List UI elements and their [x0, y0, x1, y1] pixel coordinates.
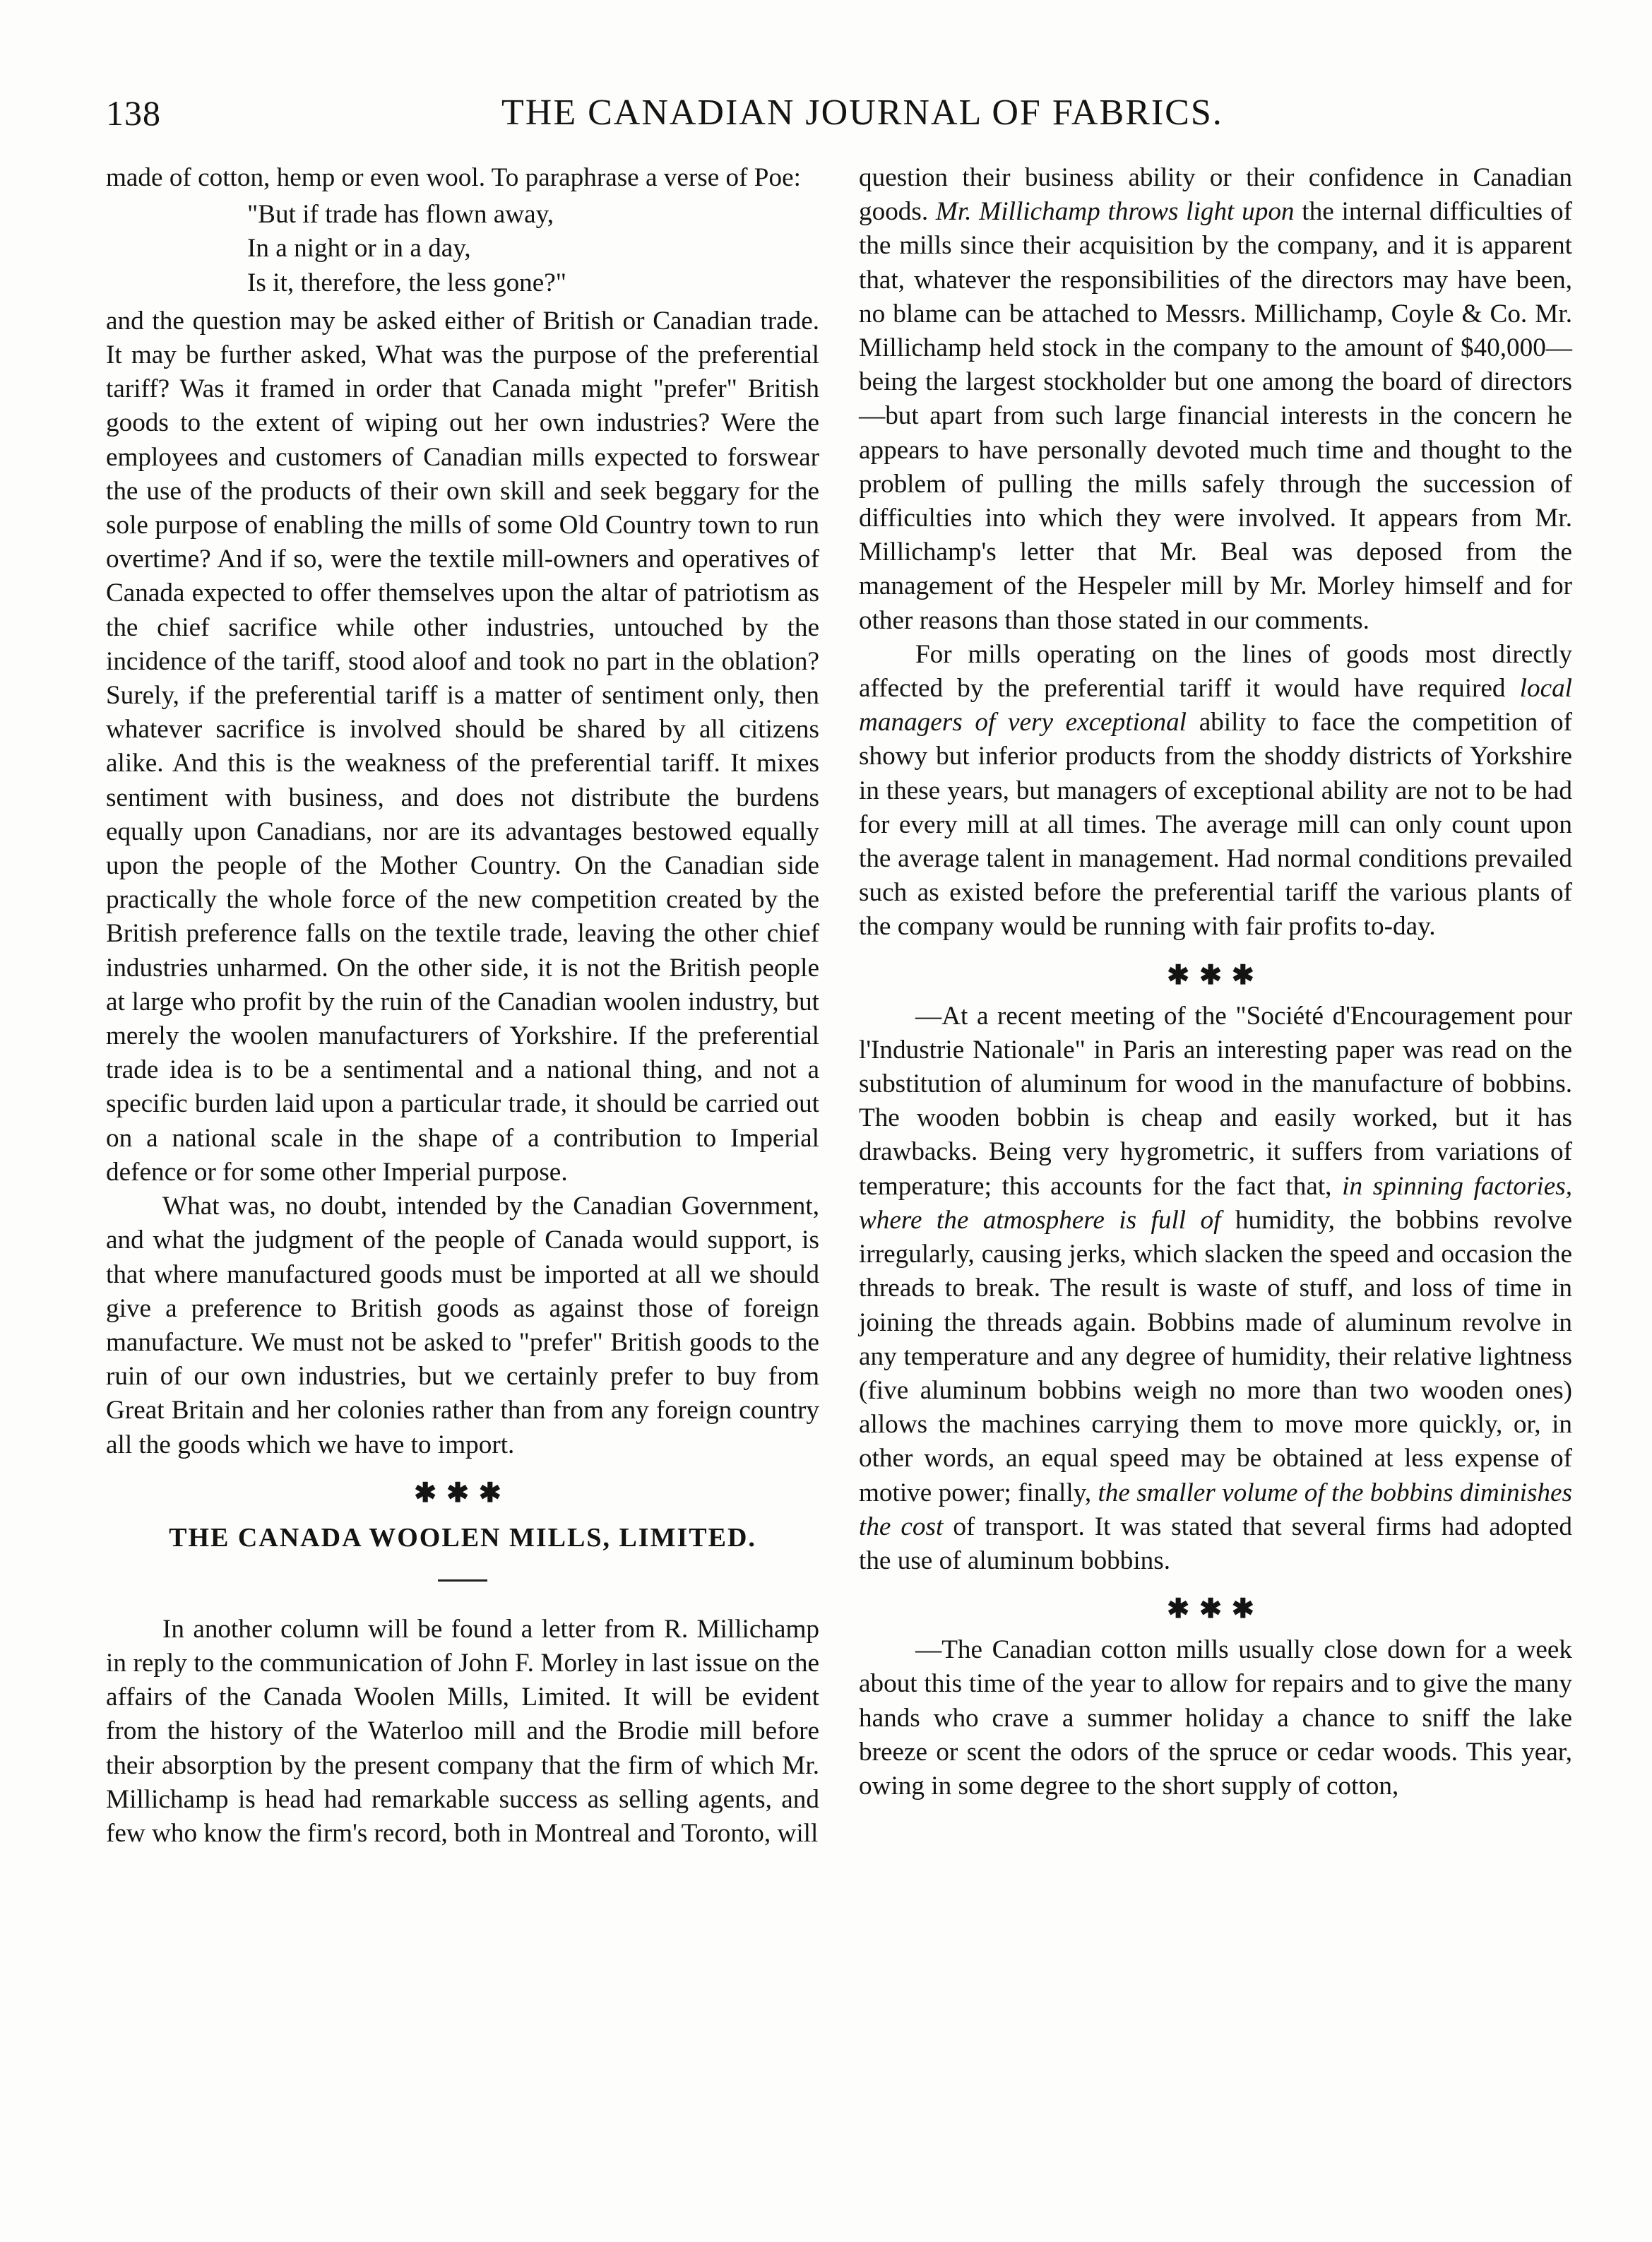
paragraph-mill-managers — [859, 638, 1572, 944]
italic-run: Mr. Millichamp throws light upon — [935, 197, 1295, 227]
poe-verse-quote: "But if trade has flown away, In a night or in a day, Is it, therefore, the less gone?" — [247, 200, 566, 297]
paragraph-preferential-tariff: and the question may be asked either of British or Canadian trade. It may be further asked, What was the purpose of the preferential tariff? Was it framed in order that Canada might "prefer" British goods to the extent of wiping out her own industries? Were the employees and customers of Canadian mills expected to forswear the use of the products of their own skill and seek beggary for the sole purpose of enabling the mills of some Old Country town to run overtime? And if so, were the textile mill-owners and operatives of Canada expected to offer themselves upon the altar of patriotism as the chief sacrifice while other industries, untouched by the incidence of the tariff, stood aloof and took no part in the oblation? Surely, if the preferential tariff is a matter of sentiment only, then whatever sacrifice is involved should be shared by all citizens alike. And this is the weakness of the preferential tariff. It mixes sentiment with business, and does not distribute the burdens equally upon Canadians, nor are its advantages bestowed equally upon the people of the Mother Country. On the Canadian side practically the whole force of the new competition created by the British preference falls on the textile trade, leaving the other chief industries unharmed. On the other side, it is not the British people at large who profit by the ruin of the Canadian woolen industry, but merely the woolen manufacturers of Yorkshire. If the preferential trade idea is to be a sentimental and a national thing, and not a specific burden laid upon a particular trade, it should be carried out on a national scale in the shape of a contribution to Imperial defence or for some other Imperial purpose. — [106, 306, 819, 1187]
italic-run: the smaller volume of the bobbins diminishes the cost — [859, 1478, 1572, 1541]
italic-run: local managers of very exceptional — [859, 674, 1572, 737]
section-ornament: ✱✱✱ — [1167, 1594, 1264, 1625]
paragraph-cotton-mills: —The Canadian cotton mills usually close down for a week about this time of the year to allow for repairs and to give the many hands who crave a summer holiday a chance to sniff the lake breeze or scent the odors of the spruce or cedar woods. This year, owing in some degree to the short supply of cotton, — [859, 1635, 1572, 1801]
text-run: of transport. It was stated that several firms had adopted the use of aluminum bobbins. — [859, 1512, 1572, 1575]
paragraph-continued: made of cotton, hemp or even wool. To paraphrase a verse of Poe: — [106, 163, 801, 192]
text-run: question their business ability or their confidence in Canadian goods. — [859, 163, 1572, 227]
text-run: —At a recent meeting of the "Société d'Encouragement pour l'Industrie Nationale" in Paris an interesting paper was read on the substitution of aluminum for wood in the manufacture of bobbins. The wooden bobbin is cheap and easily worked, but it has drawbacks. Being very hygrometric, it suffers from variations of temperature; this accounts for the fact that, — [859, 1001, 1572, 1201]
right-column — [859, 161, 1572, 1803]
page-number: 138 — [106, 93, 161, 133]
text-run: the internal difficulties of the mills since their acquisition by the company, and it is apparent that, whatever the responsibilities of the directors may have been, no blame can be attached to Messrs. Millichamp, Coyle & Co. Mr. Millichamp held stock in the company to the amount of $40,000—being the largest stockholder but one among the board of directors—but apart from such large financial interests in the concern he appears to have personally devoted much time and thought to the problem of pulling the mills safely through the succession of difficulties into which they were involved. It appears from Mr. Millichamp's letter that Mr. Beal was deposed from the management of the Hespeler mill by Mr. Morley himself and for other reasons than those stated in our comments. — [859, 197, 1572, 635]
text-run: For mills operating on the lines of goods most directly affected by the preferential tariff it would have required — [859, 639, 1572, 704]
paragraph-aluminum-bobbins — [859, 1000, 1572, 1578]
section-ornament: ✱✱✱ — [1167, 960, 1264, 990]
running-head: THE CANADIAN JOURNAL OF FABRICS. — [501, 93, 1223, 133]
text-run: humidity, the bobbins revolve irregularly, causing jerks, which slacken the speed and occasion the threads to break. The result is waste of stuff, and loss of time in joining the threads again. Bobbins made of aluminum revolve in any temperature and any degree of humidity, their relative lightness (five aluminum bobbins weigh no more than two wooden ones) allows the machines carrying them to move more quickly, or, in other words, an equal speed may be obtained at less expense of motive power; finally, — [859, 1205, 1572, 1507]
text-run: ability to face the competition of showy but inferior products from the shoddy districts of Yorkshire in these years, but managers of exceptional ability are not to be had for every mill at all times. The average mill can only count upon the average talent in management. Had normal conditions prevailed such as existed before the preferential tariff the various plants of the company would be running with fair profits to-day. — [859, 708, 1572, 942]
paragraph-woolen-mills: In another column will be found a letter from R. Millichamp in reply to the communication of John F. Morley in last issue on the affairs of the Canada Woolen Mills, Limited. It will be evident from the history of the Waterloo mill and the Brodie mill before their absorption by the present company that the firm of which Mr. Millichamp is head had remarkable success as selling agents, and few who know the firm's record, both in Montreal and Toronto, will — [106, 1614, 819, 1848]
paragraph-millichamp — [859, 161, 1572, 638]
left-column — [106, 161, 819, 1851]
section-heading: THE CANADA WOOLEN MILLS, LIMITED. — [169, 1522, 756, 1553]
section-ornament: ✱✱✱ — [414, 1478, 511, 1508]
heading-rule — [438, 1579, 487, 1582]
italic-run: in spinning factories, where the atmosphere is full of — [859, 1171, 1573, 1235]
page-header — [106, 85, 1561, 141]
paragraph-canadian-government: What was, no doubt, intended by the Canadian Government, and what the judgment of the people of Canada would support, is that where manufactured goods must be imported at all we should give a preference to British goods as against those of foreign manufacture. We must not be asked to "prefer" British goods to the ruin of our own industries, but we certainly prefer to buy from Great Britain and her colonies rather than from any foreign country all the goods which we have to import. — [106, 1192, 819, 1459]
